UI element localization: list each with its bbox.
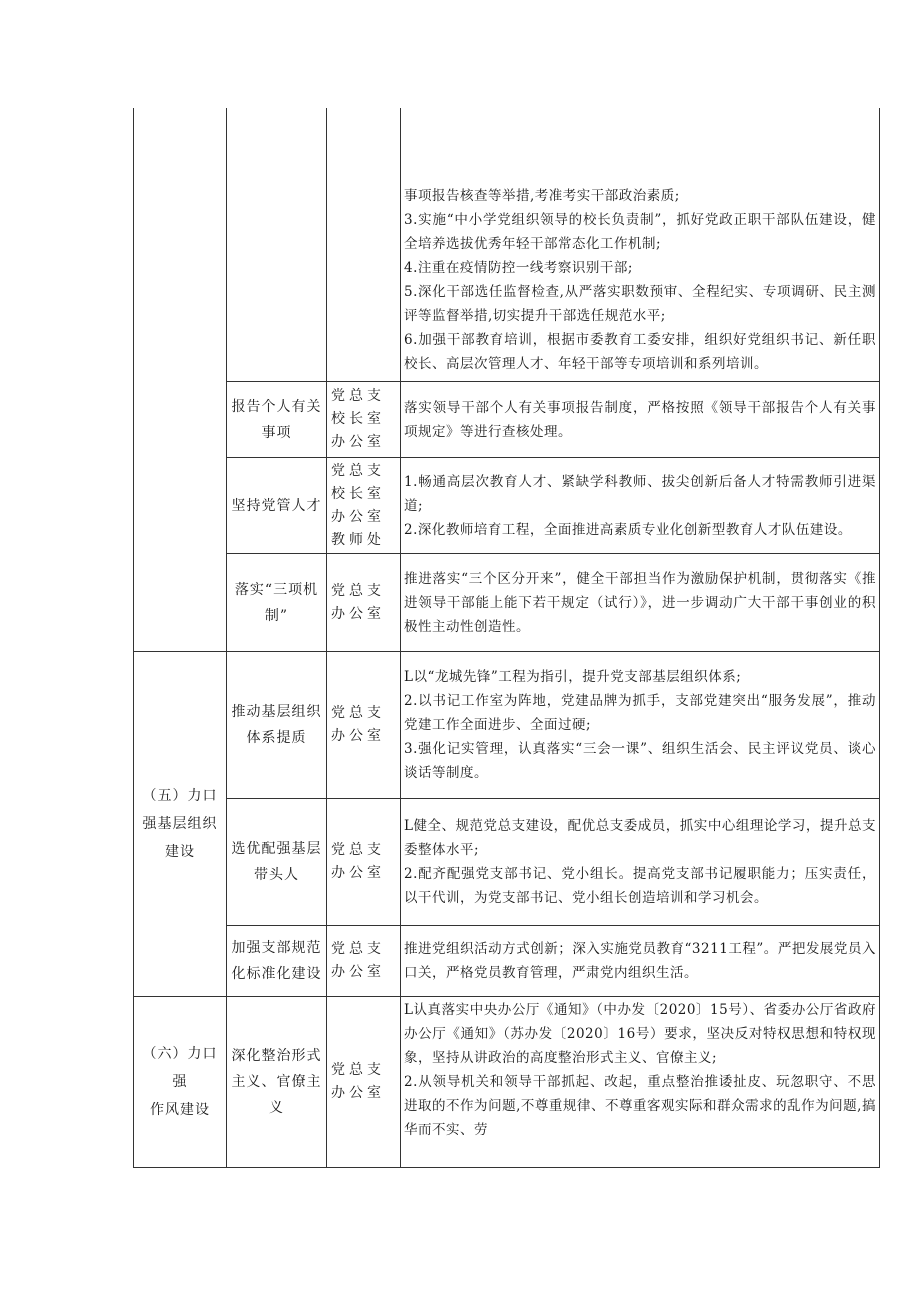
measure-item: 3.实施“中小学党组织领导的校长负责制”，抓好党政正职干部队伍建设，健全培养选拔优秀年轻干部常态化工作机制; [404, 212, 876, 252]
measure-item: L认真落实中央办公厅《通知》（中办发〔2020〕15号）、省委办公厅省政府办公厅《通知》（苏办发〔2020〕16号）要求，坚决反对特权思想和特权现象，坚持从讲政治的高度整治形式主义、官僚主义; [404, 1002, 876, 1066]
row-measures [401, 382, 879, 457]
measure-item: L以“龙城先锋”工程为指引，提升党支部基层组织体系; [404, 669, 742, 685]
task-cell: 报告个人有关事项 [231, 398, 322, 441]
dept-cell: 党总支校长室办公室教师处 [331, 462, 385, 548]
task-cell: 深化整治形式主义、官僚主义 [231, 1048, 322, 1116]
row-measures [401, 926, 879, 996]
category-label: （五）力口强基层组织建设 [142, 788, 218, 860]
task-cell: 推动基层组织体系提质 [231, 704, 322, 746]
dept-cell: 党总支办公室 [331, 941, 385, 980]
dept-cell: 党总支校长室办公室 [331, 388, 385, 450]
measure-item: 推进落实“三个区分开来”，健全干部担当作为激励保护机制，贯彻落实《推进领导干部能上能下若干规定（试行）》，进一步调动广大干部干事创业的积极性主动性创造性。 [404, 570, 876, 635]
task-cell: 选优配强基层带头人 [231, 841, 322, 883]
measure-item: 2.从领导机关和领导干部抓起、改起，重点整治推诿扯皮、玩忽职守、不思进取的不作为问题,不尊重规律、不尊重客观实际和群众需求的乱作为问题,搞华而不实、劳 [404, 1074, 876, 1138]
row-measures [401, 554, 879, 651]
task-cell: 加强支部规范化标准化建设 [231, 940, 322, 982]
category-cell [134, 997, 226, 1167]
measure-item: 3.强化记实管理，认真落实“三会一课”、组织生活会、民主评议党员、谈心谈话等制度。 [404, 741, 876, 781]
row-measures [401, 458, 879, 553]
category-cell [134, 652, 226, 996]
row-measures [401, 799, 879, 925]
table-border-right [879, 108, 880, 1168]
dept-cell: 党总支办公室 [331, 1062, 385, 1101]
measure-item: 2.配齐配强党支部书记、党小组长。提高党支部书记履职能力；压实责任，以干代训，为党支部书记、党小组长创造培训和学习机会。 [404, 866, 876, 906]
measure-item: 2.深化教师培育工程，全面推进高素质专业化创新型教育人才队伍建设。 [404, 521, 852, 538]
dept-cell: 党总支办公室 [331, 842, 385, 881]
task-cell: 坚持党管人才 [231, 497, 322, 514]
category-label-line: 强 [172, 1074, 188, 1090]
dept-cell: 党总支办公室 [331, 582, 385, 622]
dept-cell: 党总支办公室 [331, 705, 385, 744]
measure-item: 2.以书记工作室为阵地，党建品牌为抓手，支部党建突出“服务发展”，推动党建工作全面进步、全面过硬; [404, 693, 876, 733]
measure-item: L健全、规范党总支建设，配优总支委成员，抓实中心组理论学习，提升总支委整体水平; [404, 818, 876, 858]
category-label-line: 作风建设 [150, 1102, 210, 1118]
table-border-bottom [133, 1167, 880, 1168]
row-measures [401, 652, 879, 798]
measure-item: 6.加强干部教育培训，根据市委教育工委安排，组织好党组织书记、新任职校长、高层次管理人才、年轻干部等专项培训和系列培训。 [404, 332, 876, 372]
row-measures [401, 998, 879, 1167]
row-measures [401, 184, 879, 381]
measure-item: 事项报告核查等举措,考准考实干部政治素质; [404, 188, 680, 204]
measure-item: 落实领导干部个人有关事项报告制度，严格按照《领导干部报告个人有关事项规定》等进行查核处理。 [404, 399, 876, 440]
measure-item: 5.深化干部选任监督检查,从严落实职数预审、全程纪实、专项调研、民主测评等监督举措,切实提升干部选任规范水平; [404, 284, 876, 324]
measure-item: 1.畅通高层次教育人才、紧缺学科教师、拔尖创新后备人才特需教师引进渠道; [404, 473, 876, 514]
measure-item: 推进党组织活动方式创新；深入实施党员教育“3211工程”。严把发展党员入口关，严格党员教育管理，严肃党内组织生活。 [404, 941, 876, 981]
category-label-line: （六）力口 [142, 1046, 218, 1062]
task-cell: 落实“三项机制” [234, 581, 319, 624]
measure-item: 4.注重在疫情防控一线考察识别干部; [404, 260, 633, 276]
